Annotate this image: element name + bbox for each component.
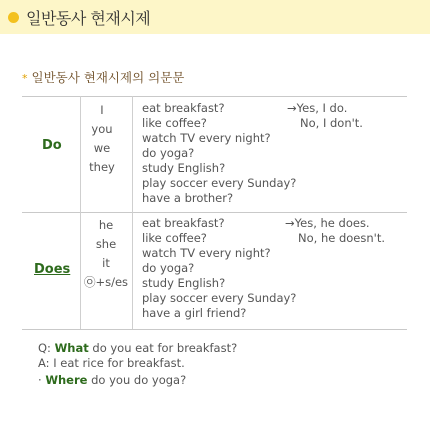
does-subjects	[82, 216, 130, 292]
question-rest: do you eat for breakfast?	[88, 341, 238, 355]
do-subjects	[82, 101, 122, 177]
subject: she	[95, 237, 117, 251]
example-second-question	[38, 373, 186, 388]
predicate-line: study English?	[142, 276, 226, 290]
page-title: 일반동사 현재시제	[26, 9, 151, 28]
example-answer: A: I eat rice for breakfast.	[38, 356, 185, 370]
do-predicates	[142, 101, 296, 206]
question-prefix: Q:	[38, 341, 55, 355]
do-label: Do	[42, 138, 62, 153]
predicate-line: eat breakfast?	[142, 216, 225, 230]
does-label: Does	[34, 262, 71, 277]
answer-no: No, he doesn't.	[298, 231, 385, 245]
predicate-line: eat breakfast?	[142, 101, 225, 115]
predicate-line: do yoga?	[142, 261, 195, 275]
predicate-line: play soccer every Sunday?	[142, 291, 297, 305]
table-bottom-border	[22, 329, 407, 330]
predicate-line: play soccer every Sunday?	[142, 176, 297, 190]
answer-yes: →Yes, he does.	[285, 216, 370, 230]
predicate-line: watch TV every night?	[142, 131, 271, 145]
predicate-line: study English?	[142, 161, 226, 175]
column-divider	[80, 96, 81, 329]
predicate-line: have a girl friend?	[142, 306, 247, 320]
answer-no: No, I don't.	[300, 116, 363, 130]
wh-word: What	[54, 341, 89, 355]
subject-rule: ㉧+s/es	[83, 275, 129, 289]
bullet-dot-icon	[8, 12, 19, 23]
answer-yes: →Yes, I do.	[287, 101, 348, 115]
predicate-line: have a brother?	[142, 191, 234, 205]
subject: I	[100, 103, 104, 117]
column-divider	[132, 96, 133, 329]
header-banner	[0, 0, 430, 34]
section-title: 일반동사 현재시제의 의문문	[31, 70, 185, 85]
subject: you	[91, 122, 113, 136]
predicate-line: like coffee?	[142, 116, 207, 130]
do-answer	[287, 101, 363, 131]
predicate-line: like coffee?	[142, 231, 207, 245]
section-heading	[22, 68, 184, 86]
subject: he	[98, 218, 114, 232]
predicate-line: do yoga?	[142, 146, 195, 160]
subject: they	[89, 160, 115, 174]
question-rest: do you do yoga?	[87, 373, 187, 387]
example-question	[38, 341, 237, 356]
does-answer	[285, 216, 385, 246]
predicate-line: watch TV every night?	[142, 246, 271, 260]
subject: it	[102, 256, 110, 270]
star-icon: *	[22, 72, 28, 85]
wh-word: Where	[45, 373, 88, 387]
bullet: ·	[38, 373, 46, 387]
does-predicates	[142, 216, 296, 321]
subject: we	[93, 141, 111, 155]
